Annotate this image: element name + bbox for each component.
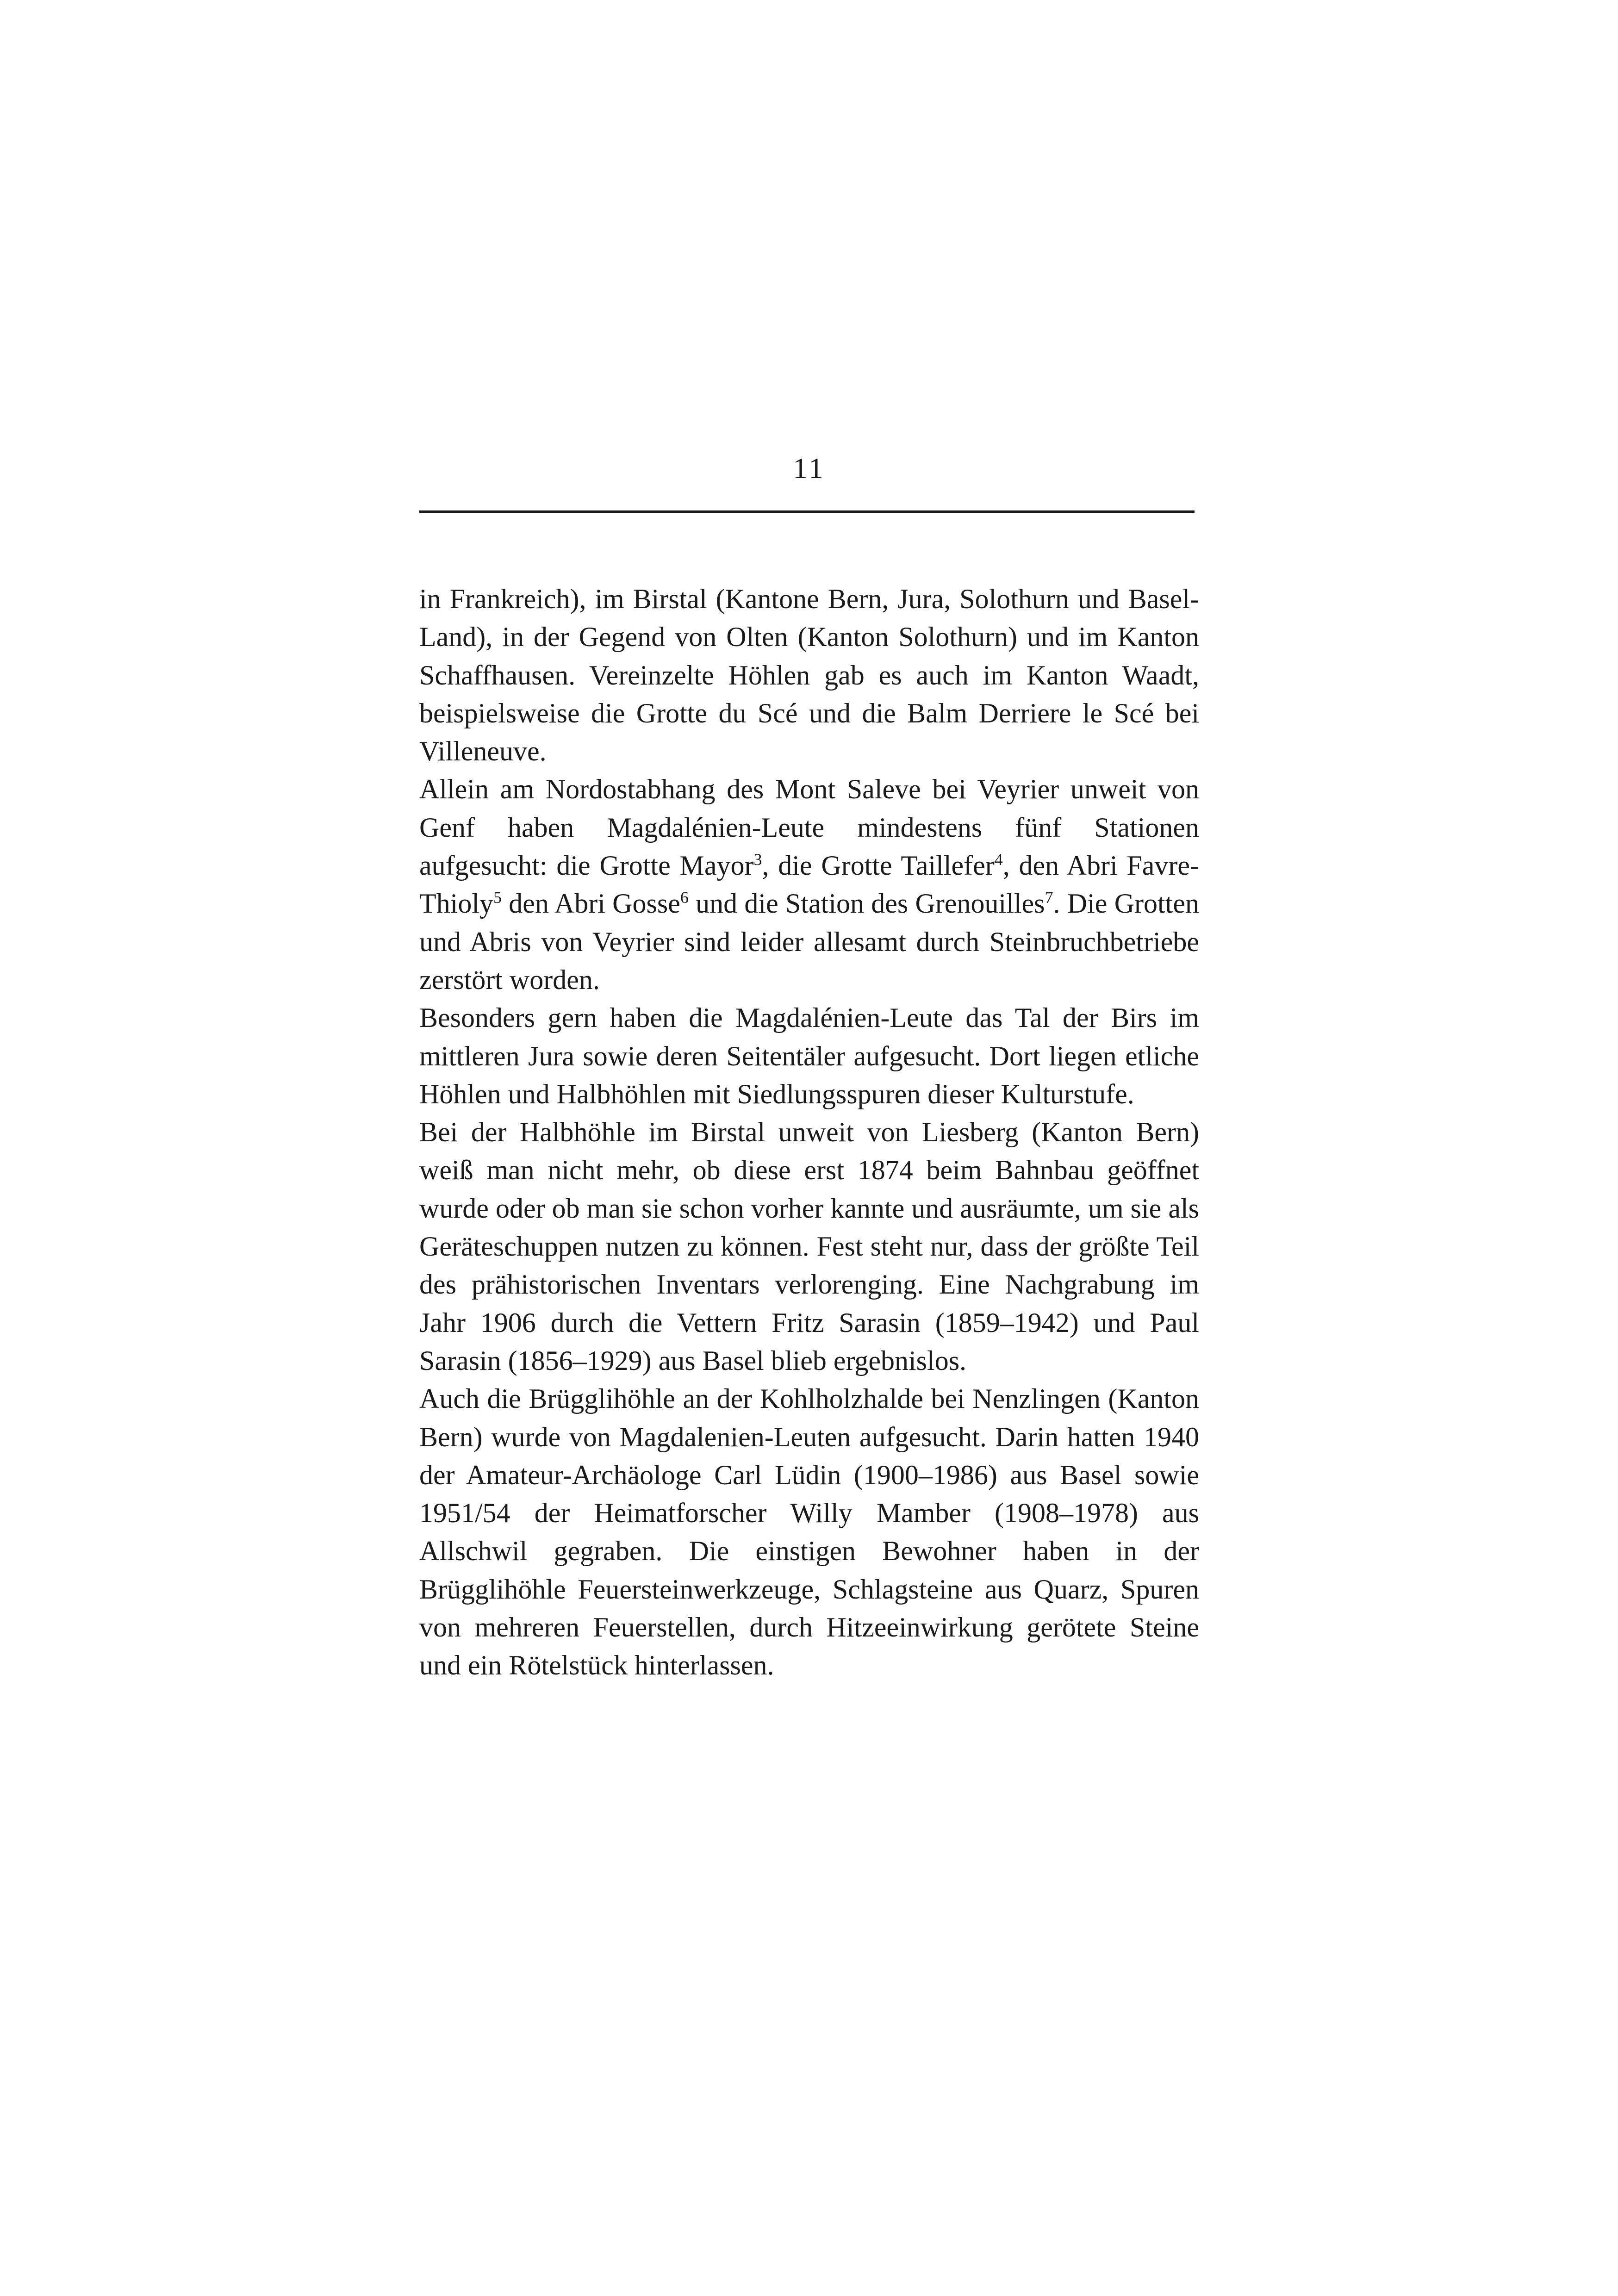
body-text — [419, 580, 1199, 1685]
paragraph-text: und die Station des Grenouilles — [688, 888, 1045, 919]
paragraph-text: den Abri Gosse — [502, 888, 680, 919]
footnote-marker: 4 — [994, 850, 1003, 869]
footnote-marker: 3 — [753, 850, 762, 869]
paragraph — [419, 1380, 1199, 1684]
paragraph — [419, 999, 1199, 1113]
paragraph-text: Bei der Halbhöhle im Birstal unweit von Liesberg (Kanton Bern) weiß man nicht mehr, ob diese erst 1874 beim Bahnbau geöffnet wurde oder ob man sie schon vorher kannte und ausräumte, um sie als Geräteschuppen nutzen zu können. Fest steht nur, dass der größte Teil des prähistorischen Inventars verlorenging. Eine Nachgrabung im Jahr 1906 durch die Vettern Fritz Sarasin (1859–1942) und Paul Sarasin (1856–1929) aus Basel blieb ergebnislos. — [419, 1117, 1199, 1376]
footnote-marker: 7 — [1045, 888, 1053, 907]
paragraph-text: Auch die Brügglihöhle an der Kohlholzhalde bei Nenzlingen (Kanton Bern) wurde von Magdalenien-Leuten aufgesucht. Darin hatten 1940 der Amateur-Archäologe Carl Lüdin (1900–1986) aus Basel sowie 1951/54 der Heimatforscher Willy Mamber (1908–1978) aus Allschwil gegraben. Die einstigen Bewohner haben in der Brügglihöhle Feuersteinwerkzeuge, Schlagsteine aus Quarz, Spuren von mehreren Feuerstellen, durch Hitzeeinwirkung gerötete Steine und ein Rötelstück hinterlassen. — [419, 1383, 1199, 1681]
paragraph-text: in Frankreich), im Birstal (Kantone Bern, Jura, Solothurn und Basel-Land), in der Gegend von Olten (Kanton Solothurn) und im Kanton Schaffhausen. Vereinzelte Höhlen gab es auch im Kanton Waadt, beispielsweise die Grotte du Scé und die Balm Derriere le Scé bei Villeneuve. — [419, 584, 1199, 767]
footnote-marker: 6 — [680, 888, 689, 907]
paragraph-text: , die Grotte Taillefer — [762, 850, 995, 881]
paragraph — [419, 580, 1199, 770]
paragraph-text: Allein am Nordostabhang des Mont Saleve bei Veyrier unweit von Genf haben Magdalénien-Leute mindestens fünf Stationen aufgesucht: die Grotte Mayor — [419, 774, 1199, 881]
paragraph-text: Besonders gern haben die Magdalénien-Leute das Tal der Birs im mittleren Jura sowie deren Seitentäler aufgesucht. Dort liegen etliche Höhlen und Halbhöhlen mit Siedlungsspuren dieser Kulturstufe. — [419, 1002, 1199, 1109]
header-rule — [419, 510, 1195, 513]
page-number: 11 — [793, 452, 825, 485]
paragraph-text: , den Abri Favre-Thioly — [419, 850, 1199, 919]
paragraph — [419, 1113, 1199, 1380]
paragraph — [419, 770, 1199, 999]
paragraph-text: . Die Grotten und Abris von Veyrier sind leider allesamt durch Steinbruchbetriebe zerstört worden. — [419, 888, 1199, 995]
footnote-marker: 5 — [493, 888, 502, 907]
